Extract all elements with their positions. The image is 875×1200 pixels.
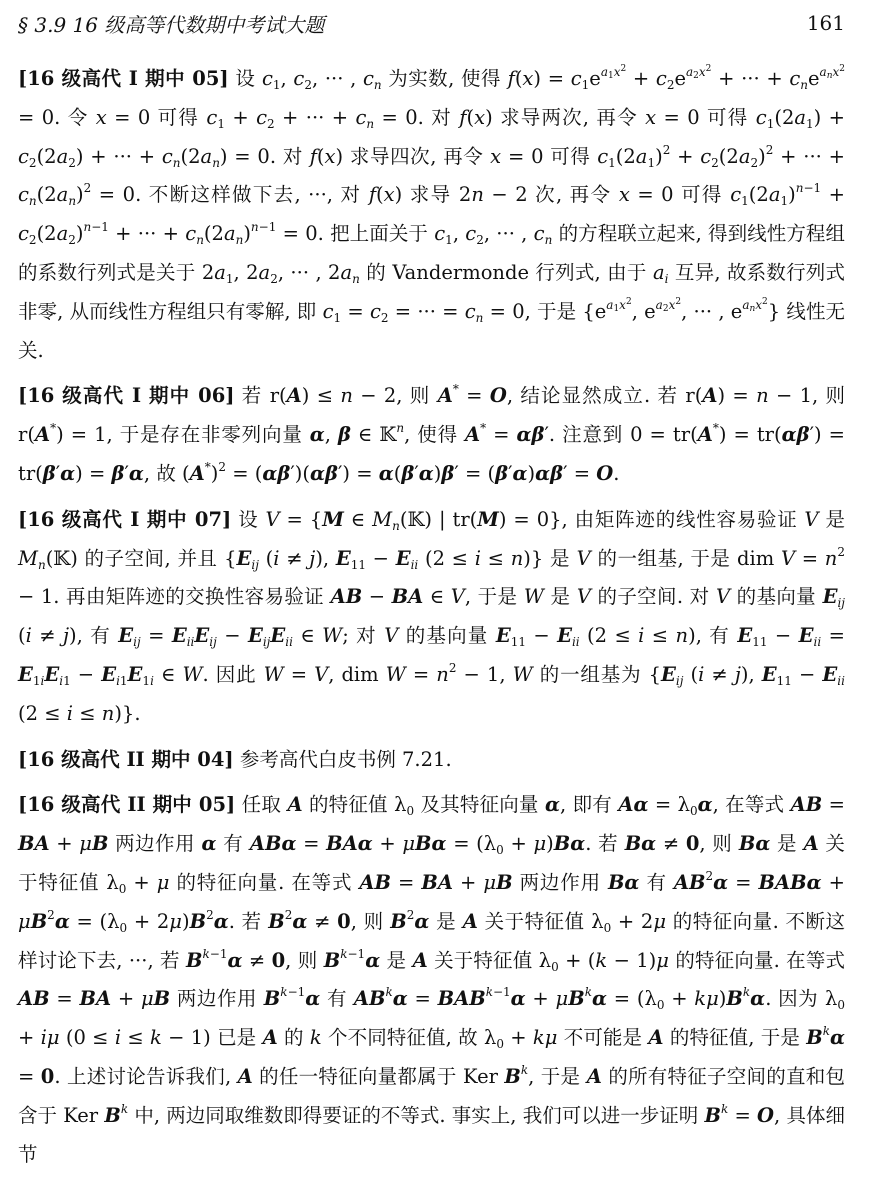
- solution-text: 设 V = {M ∈ $M_n(𝕂)$ | tr(M) = 0}, 由矩阵迹的线性容易验证 V 是 $M_n(𝕂)$ 的子空间, 并且 {$E_{ij}$ (i ≠ j), $E_{11} - E_{ii}$ (2 ≤ i ≤ n)} 是 V 的一组基, 于是 dim $V = n^2 - 1$. 再由矩阵迹的交换性容易验证 AB − BA ∈ V, 于是 W 是 V 的子空间. 对 V 的基向量 $E_{ij}$ (i ≠ j), 有 $E_{ij} = E_{ii}E_{ij} - E_{ij}E_{ii}$ ∈ W; 对 V 的基向量 $E_{11} - E_{ii}$ (2 ≤ i ≤ n), 有 $E_{11} - E_{ii} = E_{1i}E_{i1} - E_{i1}E_{1i}$ ∈ W. 因此 W = V, dim $W = n^2 - 1$, W 的一组基为 {$E_{ij}$ (i ≠ j), $E_{11} - E_{ii}$ (2 ≤ i ≤ n)}.: [18, 507, 845, 725]
- problem-tag: [16 级高代 I 期中 05]: [18, 67, 229, 90]
- page-number: 161: [806, 11, 845, 35]
- solution-text: 设 $c_1$, $c_2$, ··· , $c_n$ 为实数, 使得 $f(x) = c_1e^{a_1x^2} + c_2e^{a_2x^2}$ + ··· + $c_ne^{a_nx^2} = 0$. 令 x = 0 可得 $c_1 + c_2$ + ··· + $c_n = 0$. 对 f(x) 求导两次, 再令 x = 0 可得 $c_1(2a_1) + c_2(2a_2)$ + ··· + $c_n(2a_n) = 0$. 对 f(x) 求导四次, 再令 x = 0 可得 $c_1(2a_1)^2 + c_2(2a_2)^2$ + ··· + $c_n(2a_n)^2 = 0$. 不断这样做下去, ···, 对 f(x) 求导 2n − 2 次, 再令 x = 0 可得 $c_1(2a_1)^{n-1} + c_2(2a_2)^{n-1}$ + ··· + $c_n(2a_n)^{n-1} = 0$. 把上面关于 $c_1$, $c_2$, ··· , $c_n$ 的方程联立起来, 得到线性方程组的系数行列式是关于 $2a_1$, $2a_2$, ··· , $2a_n$ 的 Vandermonde 行列式, 由于 $a_i$ 互异, 故系数行列式非零, 从而线性方程组只有零解, 即 $c_1 = c_2$ = ··· = $c_n = 0$, 于是 {$e^{a_1x^2}$, $e^{a_2x^2}$, ··· , $e^{a_nx^2}$} 线性无关.: [18, 64, 846, 362]
- problem-16-1-midterm-07: [18, 501, 845, 734]
- problem-16-2-midterm-05: [18, 786, 845, 1174]
- solution-text: 若 r(A) ≤ n − 2, 则 A* = O, 结论显然成立. 若 r(A) = n − 1, 则 r(A*) = 1, 于是存在非零列向量 α, β ∈ 𝕂$^n$, 使得 A* = αβ′. 注意到 0 = tr(A*) = tr(αβ′) = tr(β′α) = β′α, 故 $(A^*)^2 = (\alpha\beta')(\alpha\beta') = \alpha(\beta'\alpha)\beta' = (\beta'\alpha)\alpha\beta' = O$.: [18, 382, 846, 485]
- problem-16-1-midterm-06: [18, 377, 845, 493]
- problem-tag: [16 级高代 I 期中 06]: [18, 384, 235, 408]
- problem-16-1-midterm-05: [18, 60, 845, 370]
- problem-tag: [16 级高代 II 期中 04]: [18, 747, 234, 771]
- page-body: [18, 60, 845, 1181]
- solution-text: 任取 A 的特征值 $\lambda_0$ 及其特征向量 α, 即有 $A\alpha = \lambda_0\alpha$, 在等式 AB = BA + μB 两边作用 α 有 $AB\alpha = BA\alpha + \mu B\alpha = (\lambda_0 + \mu)B\alpha$. 若 Bα ≠ 0, 则 Bα 是 A 关于特征值 $\lambda_0 + \mu$ 的特征向量. 在等式 AB = BA + μB 两边作用 Bα 有 $AB^2\alpha = BAB\alpha + \mu B^2\alpha = (\lambda_0 + 2\mu)B^2\alpha$. 若 $B^2\alpha \ne 0$, 则 $B^2\alpha$ 是 A 关于特征值 $\lambda_0 + 2\mu$ 的特征向量. 不断这样讨论下去, ···, 若 $B^{k-1}\alpha \ne 0$, 则 $B^{k-1}\alpha$ 是 A 关于特征值 $\lambda_0 + (k - 1)\mu$ 的特征向量. 在等式 AB = BA + μB 两边作用 $B^{k-1}\alpha$ 有 $AB^k\alpha = BAB^{k-1}\alpha + \mu B^k\alpha = (\lambda_0 + k\mu)B^k\alpha$. 因为 $\lambda_0 + i\mu$ (0 ≤ i ≤ k − 1) 已是 A 的 k 个不同特征值, 故 $\lambda_0 + k\mu$ 不可能是 A 的特征值, 于是 $B^k\alpha = 0$. 上述讨论告诉我们, A 的任一特征向量都属于 Ker $B^k$, 于是 A 的所有特征子空间的直和包含于 Ker $B^k$ 中, 两边同取维数即得要证的不等式. 事实上, 我们可以进一步证明 $B^k = O$, 具体细节: [18, 793, 846, 1166]
- solution-text: 参考高代白皮书例 7.21.: [233, 747, 452, 771]
- running-header: [18, 8, 845, 38]
- problem-tag: [16 级高代 II 期中 05]: [18, 793, 236, 817]
- section-title: § 3.9 16 级高等代数期中考试大题: [18, 12, 325, 37]
- problem-16-2-midterm-04: [18, 741, 845, 780]
- problem-tag: [16 级高代 I 期中 07]: [18, 507, 232, 531]
